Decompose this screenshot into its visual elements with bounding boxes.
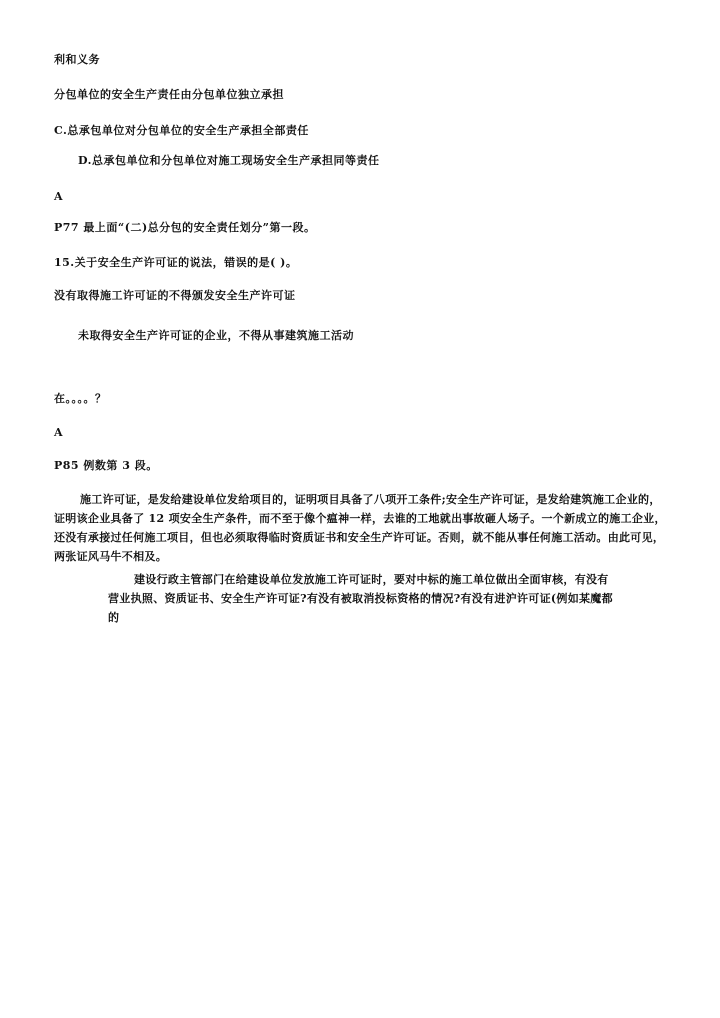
explanation-paragraph-1-text: 施工许可证，是发给建设单位发给项目的，证明项目具备了八项开工条件;安全生产许可证，是发给建筑施工企业的，证明该企业具备了 12 项安全生产条件，而不至于像个瘟神一样，去谁的工地就出事故砸人场子。一个新成立的施工企业，还没有承接过任何施工项目，但也必须取得临时资质证书和安全生产许可证。否则，就不能从事任何施工活动。由此可见，两张证风马牛不相及。 [54,493,666,563]
explanation-paragraph-1 [54,490,668,566]
option-d: D.总承包单位和分包单位对施工现场安全生产承担同等责任 [78,154,380,167]
option-a: 没有取得施工许可证的不得颁发安全生产许可证 [54,289,296,302]
question-15: 15.关于安全生产许可证的说法，错误的是( )。 [54,256,298,269]
option-b: 未取得安全生产许可证的企业，不得从事建筑施工活动 [78,329,354,342]
answer-2: A [54,426,64,439]
text-line-2: 分包单位的安全生产责任由分包单位独立承担 [54,88,284,101]
reference-1: P77 最上面“(二)总分包的安全责任划分”第一段。 [54,221,316,234]
text-line-10: 在。。。。？ [54,392,107,405]
text-line-1: 利和义务 [54,53,100,66]
reference-2: P85 例数第 3 段。 [54,459,158,472]
explanation-paragraph-2-text: 建设行政主管部门在给建设单位发放施工许可证时，要对中标的施工单位做出全面审核，有没有营业执照、资质证书、安全生产许可证?有没有被取消投标资格的情况?有没有进沪许可证(例如某魔都的 [108,573,613,624]
option-c: C.总承包单位对分包单位的安全生产承担全部责任 [54,124,309,137]
explanation-paragraph-2 [108,570,618,627]
answer-1: A [54,190,64,203]
